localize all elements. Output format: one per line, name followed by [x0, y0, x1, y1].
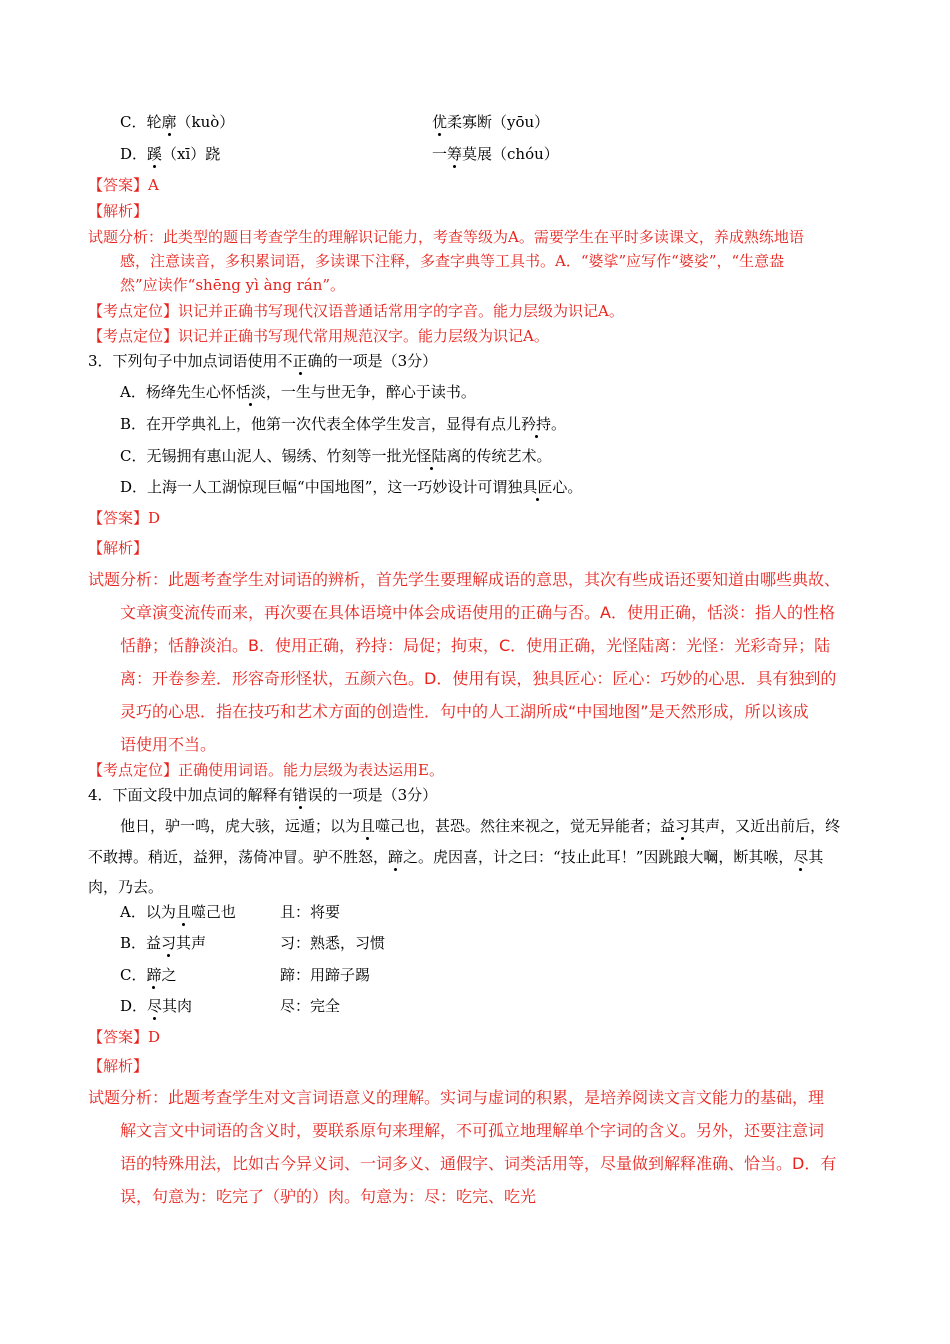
q3-analysis-line-5: 灵巧的心思．指在技巧和艺术方面的创造性．句中的人工湖所成“中国地图”是天然形成，所以该成 [120, 702, 809, 721]
q4-option-a-explanation: 且：将要 [280, 903, 341, 921]
q2-kaodian-1: 【考点定位】识记并正确书写现代汉语普通话常用字的字音。能力层级为识记A。 [88, 302, 624, 320]
q4-option-a: A．以为且噬己也 且：将要 [120, 903, 341, 921]
q4-option-c: C．蹄之 蹄：用蹄子踢 [120, 966, 371, 984]
q4-stem: 4．下面文段中加点词的解释有错误的一项是（3分） [88, 786, 438, 804]
q4-passage-line-3: 肉，乃去。 [88, 878, 164, 896]
q3-option-c: C．无锡拥有惠山泥人、锡绣、竹刻等一批光怪陆离的传统艺术。 [120, 447, 552, 465]
q4-option-c-explanation: 蹄：用蹄子踢 [280, 966, 371, 984]
q3-analysis-line-3: 恬静；恬静淡泊。B．使用正确，矜持：局促；拘束，C．使用正确，光怪陆离：光怪：光彩奇异；陆 [120, 636, 831, 655]
q2-answer: 【答案】A [88, 176, 159, 194]
q3-analysis-line-1: 试题分析：此题考查学生对词语的辨析，首先学生要理解成语的意思，其次有些成语还要知道由哪些典故、 [88, 570, 841, 589]
q3-stem: 3．下列句子中加点词语使用不正确的一项是（3分） [88, 352, 438, 370]
q3-option-d: D．上海一人工湖惊现巨幅“中国地图”，这一巧妙设计可谓独具匠心。 [120, 478, 583, 496]
q4-analysis-line-2: 解文言文中词语的含义时，要联系原句来理解，不可孤立地理解单个字词的含义。另外，还要注意词 [120, 1121, 825, 1140]
q4-analysis-line-3: 语的特殊用法，比如古今异义词、一词多义、通假字、词类活用等，尽量做到解释准确、恰当。D．有 [120, 1154, 837, 1173]
q4-option-b: B．益习其声 习：熟悉，习惯 [120, 934, 386, 952]
q4-analysis-line-4: 误，句意为：吃完了（驴的）肉。句意为：尽：吃完、吃光 [120, 1187, 537, 1206]
q3-kaodian: 【考点定位】正确使用词语。能力层级为表达运用E。 [88, 761, 444, 779]
q3-answer: 【答案】D [88, 509, 161, 527]
q3-option-a: A．杨绛先生心怀恬淡，一生与世无争，醉心于读书。 [120, 383, 476, 401]
q4-jiexi-label: 【解析】 [88, 1057, 149, 1075]
q2-jiexi-label: 【解析】 [88, 202, 149, 220]
q4-option-b-explanation: 习：熟悉，习惯 [280, 934, 386, 952]
q2-option-d: D．蹊（xī）跷 一筹莫展（chóu） [120, 145, 559, 163]
q3-jiexi-label: 【解析】 [88, 539, 149, 557]
q3-analysis-line-2: 文章演变流传而来，再次要在具体语境中体会成语使用的正确与否。A．使用正确，恬淡：指人的性格 [120, 603, 835, 622]
q4-analysis-line-1: 试题分析：此题考查学生对文言词语意义的理解。实词与虚词的积累，是培养阅读文言文能力的基础，理 [88, 1088, 825, 1107]
q2-analysis-line-3: 然”应读作“shēng yì àng rán”。 [120, 276, 346, 294]
q2-analysis-line-2: 感，注意读音，多积累词语，多读课下注释，多查字典等工具书。A．“婆挲”应写作“婆娑”，“生意盎 [120, 252, 785, 270]
q4-passage-line-2: 不敢搏。稍近，益狎，荡倚冲冒。驴不胜怒，蹄之。虎因喜，计之曰：“技止此耳！”因跳踉大㘎，断其喉，尽其 [88, 848, 824, 866]
q4-passage-line-1: 他日，驴一鸣，虎大骇，远遁；以为且噬己也，甚恐。然往来视之，觉无异能者；益习其声，又近出前后，终 [120, 817, 841, 835]
q3-analysis-line-4: 离：开卷参差．形容奇形怪状，五颜六色。D．使用有误，独具匠心：匠心：巧妙的心思．具有独到的 [120, 669, 837, 688]
q4-option-d-explanation: 尽：完全 [280, 997, 341, 1015]
q2-kaodian-2: 【考点定位】识记并正确书写现代常用规范汉字。能力层级为识记A。 [88, 327, 549, 345]
q4-option-d: D．尽其肉 尽：完全 [120, 997, 341, 1015]
q3-option-b: B．在开学典礼上，他第一次代表全体学生发言，显得有点儿矜持。 [120, 415, 567, 433]
q2-analysis-line-1: 试题分析：此类型的题目考查学生的理解识记能力，考查等级为A。需要学生在平时多读课文，养成熟练地语 [88, 228, 804, 246]
q3-analysis-line-6: 语使用不当。 [120, 735, 217, 754]
q2-option-c: C．轮廓（kuò） 优柔寡断（yōu） [120, 113, 550, 131]
q4-answer: 【答案】D [88, 1028, 161, 1046]
